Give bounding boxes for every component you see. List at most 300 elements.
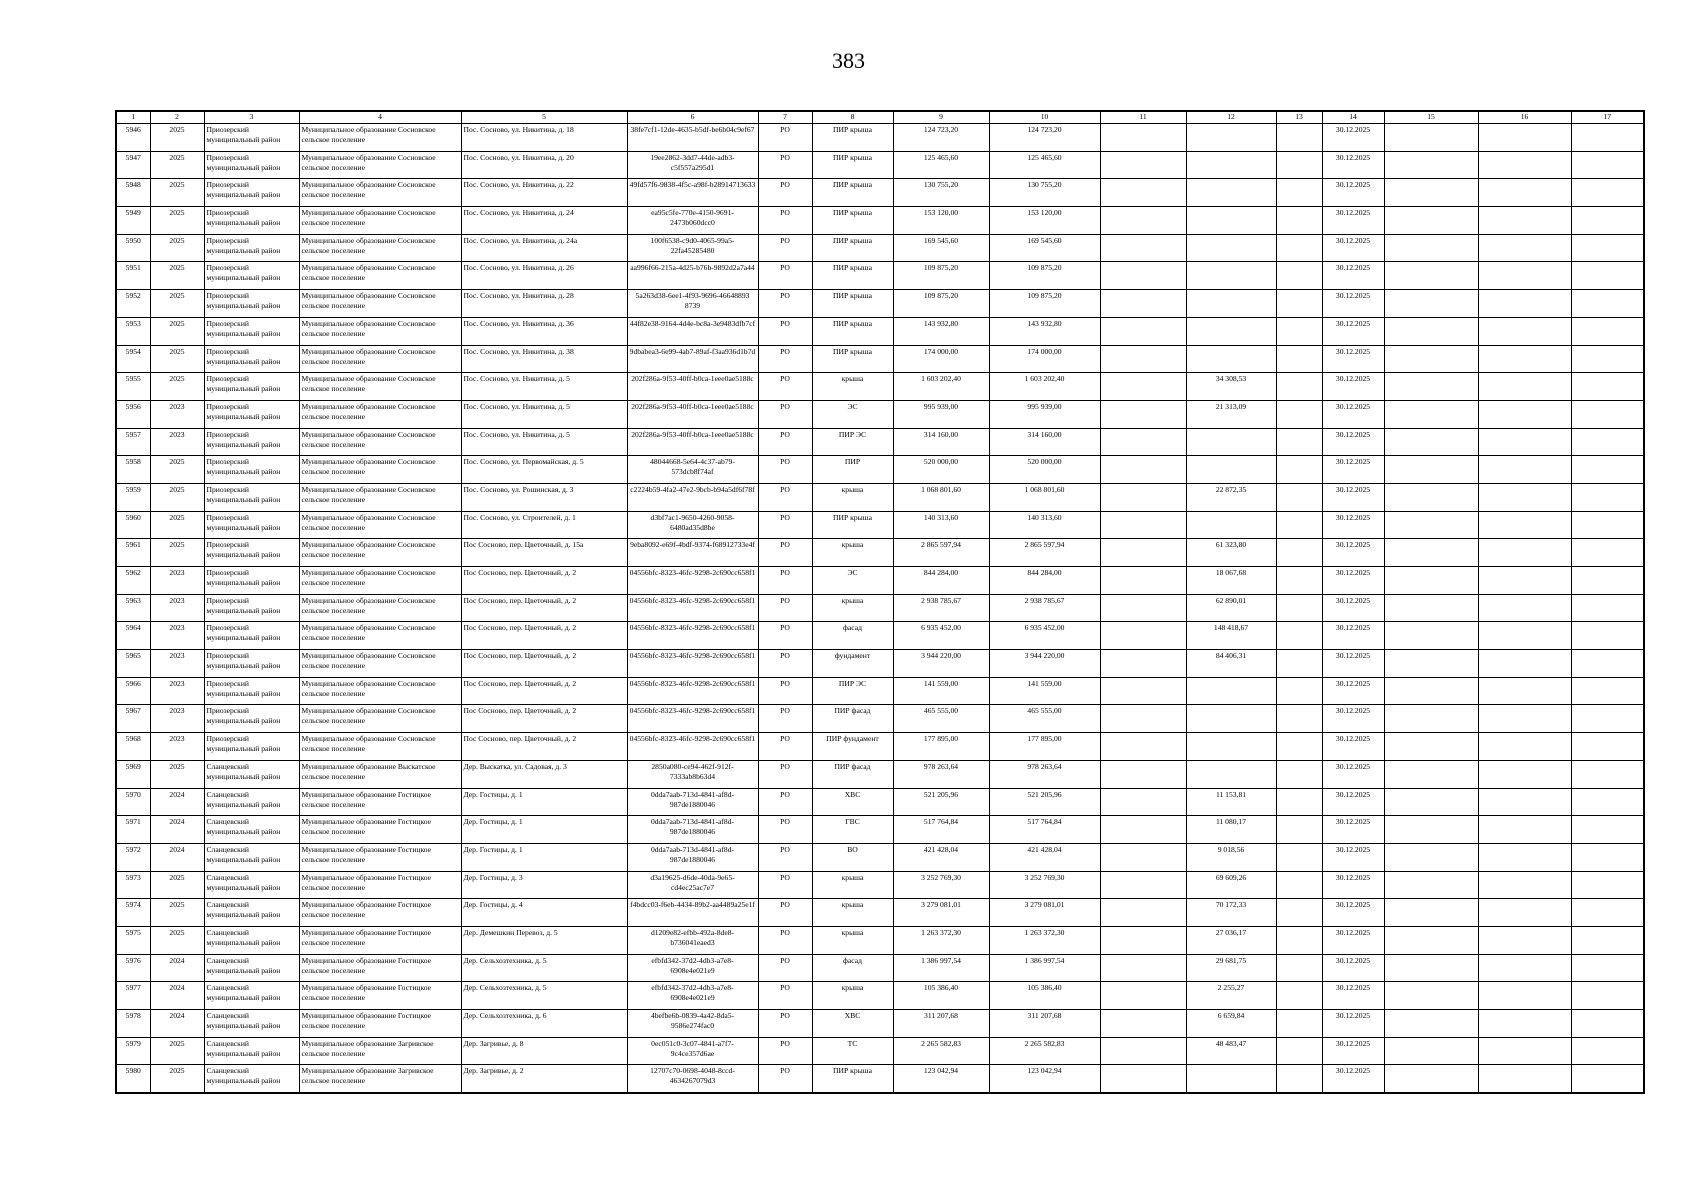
table-cell: 5958 bbox=[116, 456, 150, 484]
table-cell: 30.12.2025 bbox=[1322, 982, 1384, 1010]
table-cell bbox=[1100, 677, 1186, 705]
column-header: 4 bbox=[299, 111, 461, 124]
table-cell: 04556bfc-8323-46fc-9298-2c690cc658f1 bbox=[627, 733, 758, 761]
table-cell: фасад bbox=[812, 622, 893, 650]
table-cell bbox=[1571, 567, 1644, 595]
table-cell: 30.12.2025 bbox=[1322, 234, 1384, 262]
table-cell bbox=[1186, 124, 1276, 152]
table-cell: 844 284,00 bbox=[893, 567, 989, 595]
table-cell: Дер. Загривье, д. 8 bbox=[461, 1037, 627, 1065]
table-cell: 0dda7aab-713d-4841-af8d-987de1880046 bbox=[627, 843, 758, 871]
table-cell: РО bbox=[758, 926, 812, 954]
table-cell: 1 386 997,54 bbox=[893, 954, 989, 982]
table-cell bbox=[1478, 483, 1571, 511]
table-cell bbox=[1478, 788, 1571, 816]
table-row bbox=[116, 899, 1644, 927]
table-cell bbox=[1276, 317, 1322, 345]
table-cell: РО bbox=[758, 290, 812, 318]
table-cell bbox=[1571, 926, 1644, 954]
table-cell: Приозерский муниципальный район bbox=[204, 179, 299, 207]
table-cell: 2025 bbox=[150, 871, 204, 899]
table-cell: РО bbox=[758, 650, 812, 678]
table-cell: 30.12.2025 bbox=[1322, 124, 1384, 152]
table-cell bbox=[1384, 124, 1478, 152]
table-cell bbox=[1478, 899, 1571, 927]
table-cell bbox=[1276, 733, 1322, 761]
table-cell: 100f6538-c9d0-4065-99a5-22fa45285480 bbox=[627, 234, 758, 262]
table-cell bbox=[1186, 317, 1276, 345]
table-cell: ХВС bbox=[812, 1010, 893, 1038]
table-cell: Пос Сосново, пер. Цветочный, д. 15а bbox=[461, 539, 627, 567]
table-cell: ПИР крыша bbox=[812, 234, 893, 262]
table-cell: 3 252 769,30 bbox=[893, 871, 989, 899]
table-cell bbox=[1384, 788, 1478, 816]
table-cell bbox=[1384, 207, 1478, 235]
table-cell: Приозерский муниципальный район bbox=[204, 483, 299, 511]
table-cell: 30.12.2025 bbox=[1322, 151, 1384, 179]
table-cell: РО bbox=[758, 705, 812, 733]
table-cell bbox=[1478, 234, 1571, 262]
table-cell: 11 153,81 bbox=[1186, 788, 1276, 816]
table-cell: крыша bbox=[812, 373, 893, 401]
table-cell bbox=[1276, 1065, 1322, 1093]
table-cell bbox=[1100, 290, 1186, 318]
table-cell: Приозерский муниципальный район bbox=[204, 567, 299, 595]
table-cell: 5975 bbox=[116, 926, 150, 954]
table-cell: 30.12.2025 bbox=[1322, 733, 1384, 761]
table-cell: Пос. Сосново, ул. Никитина, д. 36 bbox=[461, 317, 627, 345]
table-cell: Сланцевский муниципальный район bbox=[204, 816, 299, 844]
table-cell: 9 018,56 bbox=[1186, 843, 1276, 871]
table-cell bbox=[1478, 982, 1571, 1010]
table-cell: 30.12.2025 bbox=[1322, 290, 1384, 318]
table-cell bbox=[1478, 124, 1571, 152]
table-cell bbox=[1478, 705, 1571, 733]
table-cell: 2 265 582,83 bbox=[989, 1037, 1100, 1065]
table-cell: РО bbox=[758, 345, 812, 373]
table-cell: 30.12.2025 bbox=[1322, 816, 1384, 844]
table-cell bbox=[1186, 151, 1276, 179]
table-cell: efbfd342-37d2-4db3-a7e8-6908e4e021e9 bbox=[627, 982, 758, 1010]
table-row bbox=[116, 650, 1644, 678]
table-cell bbox=[1100, 1037, 1186, 1065]
table-cell bbox=[1100, 262, 1186, 290]
table-cell: 1 603 202,40 bbox=[893, 373, 989, 401]
table-cell: 143 932,80 bbox=[989, 317, 1100, 345]
table-cell: 109 875,20 bbox=[893, 262, 989, 290]
table-cell bbox=[1571, 317, 1644, 345]
table-row bbox=[116, 456, 1644, 484]
table-cell: крыша bbox=[812, 899, 893, 927]
table-cell bbox=[1571, 871, 1644, 899]
table-cell: Муниципальное образование Сосновское сельское поселение bbox=[299, 317, 461, 345]
table-cell bbox=[1478, 622, 1571, 650]
table-cell: РО bbox=[758, 871, 812, 899]
table-row bbox=[116, 788, 1644, 816]
table-cell: 2 865 597,94 bbox=[893, 539, 989, 567]
table-cell: Муниципальное образование Гостицкое сельское поселение bbox=[299, 843, 461, 871]
table-cell: 5967 bbox=[116, 705, 150, 733]
table-cell: Муниципальное образование Гостицкое сельское поселение bbox=[299, 954, 461, 982]
table-cell bbox=[1478, 511, 1571, 539]
table-cell: Пос Сосново, пер. Цветочный, д. 2 bbox=[461, 622, 627, 650]
table-cell: Приозерский муниципальный район bbox=[204, 428, 299, 456]
table-cell: 2025 bbox=[150, 926, 204, 954]
table-cell bbox=[1186, 456, 1276, 484]
table-cell bbox=[1276, 124, 1322, 152]
table-cell: ПИР крыша bbox=[812, 345, 893, 373]
table-cell: РО bbox=[758, 262, 812, 290]
table-cell bbox=[1478, 539, 1571, 567]
table-row bbox=[116, 483, 1644, 511]
table-cell bbox=[1571, 705, 1644, 733]
table-row bbox=[116, 622, 1644, 650]
table-cell bbox=[1478, 151, 1571, 179]
table-cell: 5959 bbox=[116, 483, 150, 511]
table-cell bbox=[1276, 594, 1322, 622]
table-cell: 465 555,00 bbox=[989, 705, 1100, 733]
table-cell: 311 207,68 bbox=[989, 1010, 1100, 1038]
table-cell: Муниципальное образование Сосновское сельское поселение bbox=[299, 428, 461, 456]
table-cell: 421 428,04 bbox=[893, 843, 989, 871]
table-cell: 30.12.2025 bbox=[1322, 428, 1384, 456]
table-cell bbox=[1276, 650, 1322, 678]
table-row bbox=[116, 677, 1644, 705]
table-cell: 34 308,53 bbox=[1186, 373, 1276, 401]
table-cell bbox=[1478, 733, 1571, 761]
table-cell bbox=[1100, 1065, 1186, 1093]
table-cell: 30.12.2025 bbox=[1322, 1037, 1384, 1065]
table-cell: 5953 bbox=[116, 317, 150, 345]
table-cell: 30.12.2025 bbox=[1322, 373, 1384, 401]
table-cell bbox=[1186, 345, 1276, 373]
table-cell bbox=[1100, 954, 1186, 982]
table-cell: 30.12.2025 bbox=[1322, 650, 1384, 678]
table-cell: 2024 bbox=[150, 954, 204, 982]
table-cell: 140 313,60 bbox=[893, 511, 989, 539]
table-cell: 5980 bbox=[116, 1065, 150, 1093]
table-cell bbox=[1276, 677, 1322, 705]
table-row bbox=[116, 290, 1644, 318]
table-cell: 109 875,20 bbox=[893, 290, 989, 318]
table-cell: 174 000,00 bbox=[989, 345, 1100, 373]
table-cell: РО bbox=[758, 124, 812, 152]
column-header: 13 bbox=[1276, 111, 1322, 124]
table-cell bbox=[1384, 705, 1478, 733]
table-cell bbox=[1384, 982, 1478, 1010]
table-cell: 29 681,75 bbox=[1186, 954, 1276, 982]
table-cell bbox=[1100, 982, 1186, 1010]
table-cell: 5971 bbox=[116, 816, 150, 844]
table-cell: Пос. Сосново, ул. Никитина, д. 20 bbox=[461, 151, 627, 179]
table-cell: 30.12.2025 bbox=[1322, 456, 1384, 484]
column-header: 7 bbox=[758, 111, 812, 124]
table-cell: ПИР крыша bbox=[812, 151, 893, 179]
table-cell bbox=[1571, 207, 1644, 235]
table-row bbox=[116, 345, 1644, 373]
table-cell: Муниципальное образование Сосновское сельское поселение bbox=[299, 373, 461, 401]
table-cell: 2025 bbox=[150, 1037, 204, 1065]
table-cell: 27 036,17 bbox=[1186, 926, 1276, 954]
table-cell bbox=[1100, 428, 1186, 456]
table-cell: 21 313,09 bbox=[1186, 400, 1276, 428]
table-row bbox=[116, 1010, 1644, 1038]
table-cell: 30.12.2025 bbox=[1322, 926, 1384, 954]
table-cell bbox=[1384, 511, 1478, 539]
table-cell: Приозерский муниципальный район bbox=[204, 594, 299, 622]
table-cell bbox=[1100, 400, 1186, 428]
table-cell: РО bbox=[758, 788, 812, 816]
table-cell bbox=[1384, 926, 1478, 954]
table-cell: ПИР ЭС bbox=[812, 428, 893, 456]
table-cell: РО bbox=[758, 483, 812, 511]
table-cell: 04556bfc-8323-46fc-9298-2c690cc658f1 bbox=[627, 567, 758, 595]
table-cell: 2025 bbox=[150, 760, 204, 788]
table-cell: 30.12.2025 bbox=[1322, 262, 1384, 290]
table-cell bbox=[1571, 151, 1644, 179]
table-cell: 62 890,01 bbox=[1186, 594, 1276, 622]
table-cell bbox=[1384, 234, 1478, 262]
table-cell: Пос. Сосново, ул. Никитина, д. 26 bbox=[461, 262, 627, 290]
table-cell: РО bbox=[758, 733, 812, 761]
table-cell bbox=[1571, 594, 1644, 622]
table-cell bbox=[1571, 1010, 1644, 1038]
table-cell bbox=[1571, 899, 1644, 927]
table-row bbox=[116, 926, 1644, 954]
table-cell: Приозерский муниципальный район bbox=[204, 262, 299, 290]
table-cell bbox=[1571, 262, 1644, 290]
table-row bbox=[116, 954, 1644, 982]
table-cell: 141 559,00 bbox=[893, 677, 989, 705]
table-cell: 1 068 801,60 bbox=[893, 483, 989, 511]
table-cell: Муниципальное образование Сосновское сельское поселение bbox=[299, 151, 461, 179]
table-cell bbox=[1384, 179, 1478, 207]
table-cell: Дер. Демешкин Перевоз, д. 5 bbox=[461, 926, 627, 954]
table-cell: Пос. Сосново, ул. Первомайская, д. 5 bbox=[461, 456, 627, 484]
table-cell: ПИР крыша bbox=[812, 207, 893, 235]
table-cell bbox=[1276, 539, 1322, 567]
table-cell: Муниципальное образование Гостицкое сельское поселение bbox=[299, 926, 461, 954]
table-cell bbox=[1478, 843, 1571, 871]
table-cell bbox=[1186, 262, 1276, 290]
table-cell bbox=[1276, 262, 1322, 290]
table-cell: 61 323,80 bbox=[1186, 539, 1276, 567]
table-cell: РО bbox=[758, 511, 812, 539]
table-cell: Пос. Сосново, ул. Никитина, д. 5 bbox=[461, 400, 627, 428]
table-cell: 123 042,94 bbox=[989, 1065, 1100, 1093]
table-row bbox=[116, 207, 1644, 235]
table-cell: 30.12.2025 bbox=[1322, 400, 1384, 428]
table-cell: 2025 bbox=[150, 456, 204, 484]
table-cell bbox=[1100, 733, 1186, 761]
table-cell: 2 255,27 bbox=[1186, 982, 1276, 1010]
table-cell: 5950 bbox=[116, 234, 150, 262]
table-cell: 2025 bbox=[150, 345, 204, 373]
table-cell: 0dda7aab-713d-4841-af8d-987de1880046 bbox=[627, 788, 758, 816]
table-row bbox=[116, 179, 1644, 207]
table-cell: Пос. Сосново, ул. Никитина, д. 5 bbox=[461, 428, 627, 456]
table-cell bbox=[1571, 733, 1644, 761]
table-cell: 5978 bbox=[116, 1010, 150, 1038]
table-cell: 5974 bbox=[116, 899, 150, 927]
table-cell: Муниципальное образование Сосновское сельское поселение bbox=[299, 262, 461, 290]
table-cell: 11 080,17 bbox=[1186, 816, 1276, 844]
table-cell: Дер. Гостицы, д. 3 bbox=[461, 871, 627, 899]
table-cell: РО bbox=[758, 760, 812, 788]
table-cell: 2025 bbox=[150, 1065, 204, 1093]
table-cell: 84 406,31 bbox=[1186, 650, 1276, 678]
table-cell bbox=[1276, 179, 1322, 207]
table-cell: 995 939,00 bbox=[989, 400, 1100, 428]
table-cell: 5951 bbox=[116, 262, 150, 290]
table-cell: efbfd342-37d2-4db3-a7e8-6908e4e021e9 bbox=[627, 954, 758, 982]
table-cell: 2023 bbox=[150, 428, 204, 456]
table-cell: ПИР крыша bbox=[812, 124, 893, 152]
table-cell bbox=[1384, 843, 1478, 871]
table-cell: Пос. Сосново, ул. Никитина, д. 28 bbox=[461, 290, 627, 318]
table-cell: Приозерский муниципальный район bbox=[204, 705, 299, 733]
table-cell bbox=[1478, 456, 1571, 484]
table-cell bbox=[1384, 1037, 1478, 1065]
table-cell bbox=[1571, 345, 1644, 373]
table-body bbox=[116, 124, 1644, 1093]
table-cell: Муниципальное образование Сосновское сельское поселение bbox=[299, 733, 461, 761]
table-cell: Приозерский муниципальный район bbox=[204, 677, 299, 705]
table-cell bbox=[1384, 567, 1478, 595]
table-cell: 2024 bbox=[150, 843, 204, 871]
table-cell bbox=[1571, 400, 1644, 428]
table-cell: 5976 bbox=[116, 954, 150, 982]
table-cell bbox=[1571, 179, 1644, 207]
table-cell: Пос Сосново, пер. Цветочный, д. 2 bbox=[461, 733, 627, 761]
table-cell: aa996f66-215a-4d25-b76b-9892d2a7a44 bbox=[627, 262, 758, 290]
table-cell bbox=[1276, 871, 1322, 899]
table-row bbox=[116, 234, 1644, 262]
table-cell: Муниципальное образование Выскатское сельское поселение bbox=[299, 760, 461, 788]
table-cell: РО bbox=[758, 899, 812, 927]
table-cell: Муниципальное образование Сосновское сельское поселение bbox=[299, 456, 461, 484]
table-cell bbox=[1571, 1065, 1644, 1093]
table-cell: 44f82e38-9164-4d4e-bc8a-3e9483dfb7cf bbox=[627, 317, 758, 345]
table-cell: ПИР ЭС bbox=[812, 677, 893, 705]
table-cell bbox=[1571, 788, 1644, 816]
table-cell: Сланцевский муниципальный район bbox=[204, 982, 299, 1010]
table-cell: Муниципальное образование Сосновское сельское поселение bbox=[299, 622, 461, 650]
table-cell: РО bbox=[758, 622, 812, 650]
table-cell bbox=[1276, 1010, 1322, 1038]
table-cell: 5964 bbox=[116, 622, 150, 650]
table-cell: 174 000,00 bbox=[893, 345, 989, 373]
table-cell: Дер. Сельхозтехника, д. 6 bbox=[461, 1010, 627, 1038]
table-cell: Сланцевский муниципальный район bbox=[204, 1065, 299, 1093]
table-cell: 2023 bbox=[150, 622, 204, 650]
table-cell: 105 386,40 bbox=[893, 982, 989, 1010]
table-header bbox=[116, 111, 1644, 124]
table-cell: 30.12.2025 bbox=[1322, 539, 1384, 567]
table-cell: 2025 bbox=[150, 317, 204, 345]
table-cell bbox=[1478, 926, 1571, 954]
table-cell: 48 483,47 bbox=[1186, 1037, 1276, 1065]
table-cell bbox=[1478, 567, 1571, 595]
table-cell: РО bbox=[758, 594, 812, 622]
table-cell: f4bdcc03-f6eb-4434-89b2-aa4489a25e1f bbox=[627, 899, 758, 927]
table-cell: РО bbox=[758, 179, 812, 207]
table-cell: 2025 bbox=[150, 234, 204, 262]
table-cell: 2 938 785,67 bbox=[893, 594, 989, 622]
table-row bbox=[116, 567, 1644, 595]
table-cell: ПИР крыша bbox=[812, 179, 893, 207]
table-cell: ВО bbox=[812, 843, 893, 871]
column-header: 16 bbox=[1478, 111, 1571, 124]
table-cell: РО bbox=[758, 954, 812, 982]
table-cell bbox=[1384, 317, 1478, 345]
table-cell: 124 723,20 bbox=[989, 124, 1100, 152]
table-cell: 5a263d38-6ee1-4f93-9696-46648893 8739 bbox=[627, 290, 758, 318]
table-cell: 5963 bbox=[116, 594, 150, 622]
table-cell bbox=[1384, 954, 1478, 982]
table-cell: 1 263 372,30 bbox=[989, 926, 1100, 954]
table-row bbox=[116, 151, 1644, 179]
table-cell: 0ec051c0-3c07-4841-a7f7-9c4ce357d6ae bbox=[627, 1037, 758, 1065]
table-cell: 04556bfc-8323-46fc-9298-2c690cc658f1 bbox=[627, 622, 758, 650]
table-cell: c2224b59-4fa2-47e2-9bcb-b94a5df6f78f bbox=[627, 483, 758, 511]
table-cell bbox=[1276, 373, 1322, 401]
table-cell: 130 755,20 bbox=[989, 179, 1100, 207]
table-cell bbox=[1571, 290, 1644, 318]
table-cell: 3 279 081,01 bbox=[893, 899, 989, 927]
table-cell: 2024 bbox=[150, 788, 204, 816]
table-row bbox=[116, 400, 1644, 428]
table-cell: 517 764,84 bbox=[893, 816, 989, 844]
table-cell: 2025 bbox=[150, 207, 204, 235]
table-cell bbox=[1276, 788, 1322, 816]
table-cell: Пос Сосново, пер. Цветочный, д. 2 bbox=[461, 650, 627, 678]
table-cell: 2023 bbox=[150, 567, 204, 595]
table-cell: Дер. Гостицы, д. 1 bbox=[461, 788, 627, 816]
table-cell: 5973 bbox=[116, 871, 150, 899]
table-cell: 177 895,00 bbox=[989, 733, 1100, 761]
table-cell: Пос Сосново, пер. Цветочный, д. 2 bbox=[461, 567, 627, 595]
table-cell bbox=[1100, 760, 1186, 788]
table-cell: Муниципальное образование Сосновское сельское поселение bbox=[299, 207, 461, 235]
table-cell: Пос Сосново, пер. Цветочный, д. 2 bbox=[461, 677, 627, 705]
column-header: 15 bbox=[1384, 111, 1478, 124]
table-cell: крыша bbox=[812, 982, 893, 1010]
table-cell: 2025 bbox=[150, 483, 204, 511]
table-cell: 04556bfc-8323-46fc-9298-2c690cc658f1 bbox=[627, 650, 758, 678]
table-cell: 30.12.2025 bbox=[1322, 622, 1384, 650]
table-cell: 2024 bbox=[150, 1010, 204, 1038]
table-cell: 9dbabea3-6e99-4ab7-89af-f3aa936d1b7d bbox=[627, 345, 758, 373]
table-cell: Муниципальное образование Сосновское сельское поселение bbox=[299, 179, 461, 207]
table-cell: РО bbox=[758, 843, 812, 871]
table-row bbox=[116, 373, 1644, 401]
table-row bbox=[116, 511, 1644, 539]
table-cell bbox=[1100, 234, 1186, 262]
table-cell: Приозерский муниципальный район bbox=[204, 373, 299, 401]
table-cell: 30.12.2025 bbox=[1322, 345, 1384, 373]
table-cell bbox=[1478, 179, 1571, 207]
table-cell: 521 205,96 bbox=[893, 788, 989, 816]
table-row bbox=[116, 816, 1644, 844]
table-cell: 1 068 801,60 bbox=[989, 483, 1100, 511]
table-cell bbox=[1276, 345, 1322, 373]
table-cell: Муниципальное образование Сосновское сельское поселение bbox=[299, 677, 461, 705]
table-cell bbox=[1100, 179, 1186, 207]
table-cell bbox=[1276, 400, 1322, 428]
table-cell: Приозерский муниципальный район bbox=[204, 207, 299, 235]
table-cell: 2024 bbox=[150, 816, 204, 844]
